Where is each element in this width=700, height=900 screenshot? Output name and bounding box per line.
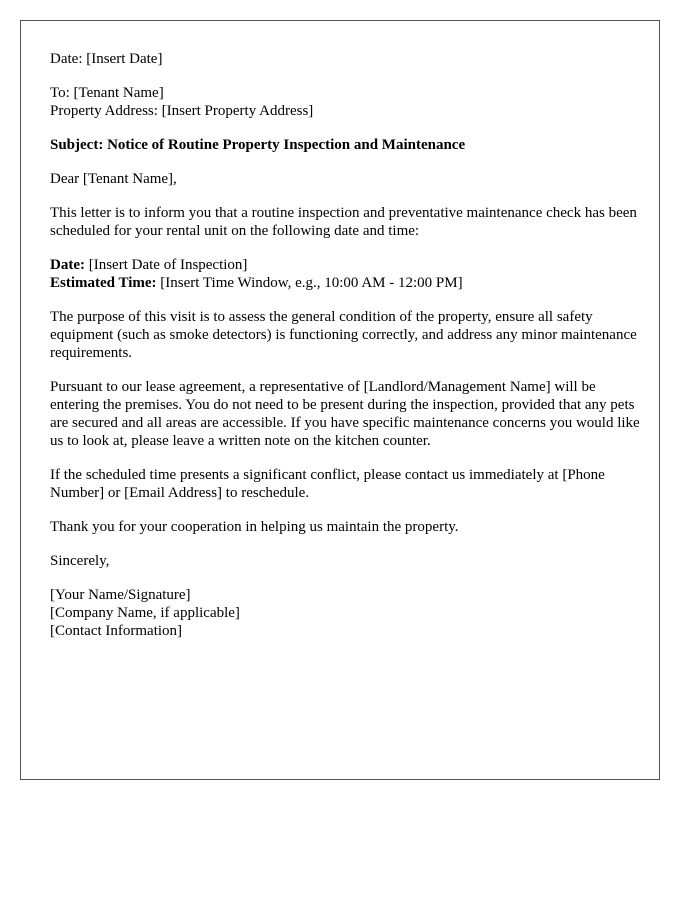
inspection-date-value: [Insert Date of Inspection] xyxy=(84,257,248,273)
letter-date: Date: [Insert Date] xyxy=(50,51,163,67)
salutation: Dear [Tenant Name], xyxy=(50,171,177,187)
schedule-block xyxy=(50,256,640,292)
estimated-time-value: [Insert Time Window, e.g., 10:00 AM - 12:00 PM] xyxy=(156,275,463,291)
inspection-date-line xyxy=(50,256,640,274)
letter-page xyxy=(20,20,660,780)
recipient-block xyxy=(50,84,640,120)
conflict-paragraph: If the scheduled time presents a significant conflict, please contact us immediately at [Phone Number] or [Email Address] to reschedule. xyxy=(50,467,605,501)
estimated-time-line xyxy=(50,274,640,292)
signature-block xyxy=(50,586,640,640)
signature-contact: [Contact Information] xyxy=(50,623,183,639)
letter-body xyxy=(50,50,640,656)
lease-paragraph: Pursuant to our lease agreement, a representative of [Landlord/Management Name] will be entering the premises. You do not need to be present during the inspection, provided that any pets are secured and all areas are accessible. If you have specific maintenance concerns you would like us to look at, please leave a written note on the kitchen counter. xyxy=(50,379,640,449)
purpose-paragraph: The purpose of this visit is to assess the general condition of the property, ensure all safety equipment (such as smoke detectors) is functioning correctly, and address any minor maintenance requirements. xyxy=(50,309,637,361)
signature-company: [Company Name, if applicable] xyxy=(50,605,240,621)
intro-paragraph: This letter is to inform you that a routine inspection and preventative maintenance check has been scheduled for your rental unit on the following date and time: xyxy=(50,205,637,239)
thanks-paragraph: Thank you for your cooperation in helping us maintain the property. xyxy=(50,519,459,535)
property-address: Property Address: [Insert Property Address] xyxy=(50,103,314,119)
inspection-date-label: Date: xyxy=(50,257,85,273)
signature-name: [Your Name/Signature] xyxy=(50,587,191,603)
letter-subject: Subject: Notice of Routine Property Inspection and Maintenance xyxy=(50,137,466,153)
recipient-name: To: [Tenant Name] xyxy=(50,85,164,101)
closing: Sincerely, xyxy=(50,553,110,569)
estimated-time-label: Estimated Time: xyxy=(50,275,157,291)
